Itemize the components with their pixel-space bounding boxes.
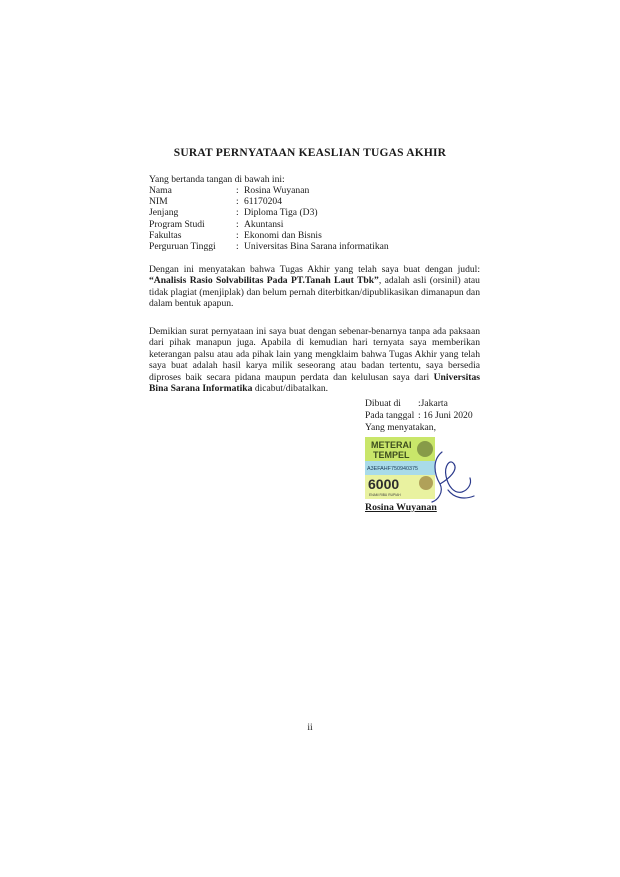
field-row-nama <box>149 185 389 196</box>
stamp-line2: TEMPEL <box>373 450 410 460</box>
document-title: SURAT PERNYATAAN KEASLIAN TUGAS AKHIR <box>173 147 447 159</box>
field-colon: : <box>236 196 239 208</box>
field-value: Rosina Wuyanan <box>244 185 310 196</box>
signer-name: Rosina Wuyanan <box>365 502 437 513</box>
field-label: Program Studi <box>149 218 205 230</box>
field-label: Fakultas <box>149 229 182 241</box>
statement-text-b: , adalah asli (orsinil) atau tidak plagiat (menjiplak) dan belum pernah diterbitkan/dipublikasikan dimanapun dan dalam bentuk apapun. <box>149 275 480 310</box>
field-label: NIM <box>149 196 168 208</box>
field-row-jenjang <box>149 207 389 218</box>
field-value: Universitas Bina Sarana informatikan <box>244 240 389 252</box>
date-label: Pada tanggal <box>365 410 415 421</box>
field-label: Perguruan Tinggi <box>149 240 216 252</box>
field-row-fakultas <box>149 230 389 241</box>
thesis-title: “Analisis Rasio Solvabilitas Pada PT.Tanah Laut Tbk” <box>149 275 379 287</box>
field-colon: : <box>236 229 239 241</box>
intro-text: Yang bertanda tangan di bawah ini: <box>149 174 285 185</box>
page-number: ii <box>307 722 313 733</box>
field-colon: : <box>236 185 239 196</box>
field-colon: : <box>236 218 239 230</box>
stamp-line1: METERAI <box>371 440 412 450</box>
field-row-nim <box>149 196 389 207</box>
place-line <box>365 398 448 409</box>
field-value: 61170204 <box>244 196 283 208</box>
field-value: Ekonomi dan Bisnis <box>244 229 322 241</box>
stamp-amount: 6000 <box>368 476 400 492</box>
identity-fields <box>149 185 389 252</box>
field-label: Jenjang <box>149 207 179 219</box>
field-row-program-studi <box>149 219 389 230</box>
declaration-text-b: dicabut/dibatalkan. <box>252 383 329 395</box>
stamp-small-text: ENAM RIBU RUPIAH <box>369 493 401 497</box>
declaration-paragraph <box>149 326 480 394</box>
declaration-text-a: Demikian surat pernyataan ini saya buat dengan sebenar-benarnya tanpa ada paksaan dari pihak manapun juga. Apabila di kemudian hari ternyata saya memberikan keterangan palsu atau ada pihak lain yang mengklaim bahwa Tugas Akhir yang telah saya buat adalah hasil karya milik seseorang atau badan tertentu, saya bersedia diproses baik secara pidana maupun perdata dan kelulusan saya dari <box>149 326 480 383</box>
stamp-serial: A3EFAHF750940375 <box>367 466 418 472</box>
field-row-perguruan-tinggi <box>149 241 389 252</box>
statement-paragraph <box>149 264 480 310</box>
field-label: Nama <box>149 185 172 196</box>
field-colon: : <box>236 240 239 252</box>
closing-line: Yang menyatakan, <box>365 422 436 433</box>
date-line <box>365 410 473 421</box>
statement-text-a: Dengan ini menyatakan bahwa Tugas Akhir yang telah saya buat dengan judul: <box>149 264 480 275</box>
date-value: : 16 Juni 2020 <box>418 410 473 421</box>
field-value: Diploma Tiga (D3) <box>244 207 318 219</box>
field-colon: : <box>236 207 239 219</box>
place-label: Dibuat di <box>365 398 401 409</box>
duty-stamp-image <box>365 437 435 499</box>
field-value: Akuntansi <box>244 218 284 230</box>
institution-name: Universitas Bina Sarana Informatika <box>149 371 480 395</box>
handwritten-signature <box>428 448 476 506</box>
place-value: :Jakarta <box>418 398 448 409</box>
